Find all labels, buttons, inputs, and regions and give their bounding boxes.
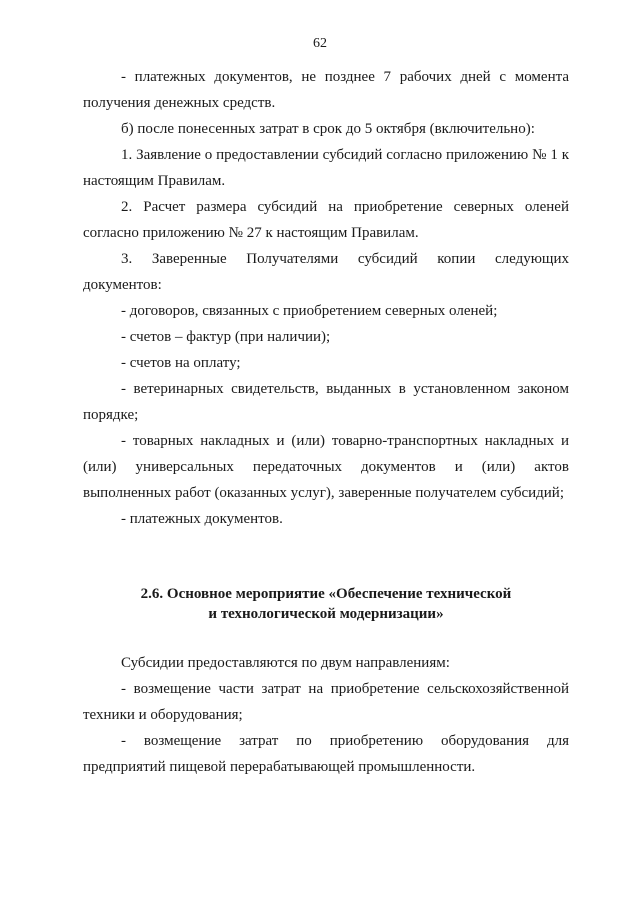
document-body [83, 64, 569, 780]
spacer [83, 624, 569, 650]
section-heading-line: 2.6. Основное мероприятие «Обеспечение технической [140, 586, 512, 602]
paragraph: 1. Заявление о предоставлении субсидий согласно приложению № 1 к настоящим Правилам. [83, 147, 569, 189]
list-item: - платежных документов. [121, 511, 283, 527]
list-item: - ветеринарных свидетельств, выданных в установленном законом порядке; [83, 381, 569, 423]
paragraph: - платежных документов, не позднее 7 рабочих дней с момента получения денежных средств. [83, 69, 569, 111]
paragraph: б) после понесенных затрат в срок до 5 октября (включительно): [121, 121, 535, 137]
paragraph: 3. Заверенные Получателями субсидий копии следующих документов: [83, 251, 569, 293]
spacer [83, 532, 569, 558]
paragraph: 2. Расчет размера субсидий на приобретение северных оленей согласно приложению № 27 к настоящим Правилам. [83, 199, 569, 241]
list-item: - счетов на оплату; [121, 355, 241, 371]
list-item: - договоров, связанных с приобретением северных оленей; [121, 303, 498, 319]
spacer [83, 558, 569, 584]
list-item: - счетов – фактур (при наличии); [121, 329, 331, 345]
list-item: - возмещение затрат по приобретению оборудования для предприятий пищевой перерабатывающей промышленности. [83, 733, 569, 775]
paragraph: Субсидии предоставляются по двум направлениям: [121, 655, 450, 671]
list-item: - товарных накладных и (или) товарно-транспортных накладных и (или) универсальных передаточных документов и (или) актов выполненных работ (оказанных услуг), заверенные получателем субсидий; [83, 433, 569, 501]
section-heading-line: и технологической модернизации» [208, 606, 444, 622]
list-item: - возмещение части затрат на приобретение сельскохозяйственной техники и оборудования; [83, 681, 569, 723]
page-number: 62 [313, 36, 327, 51]
